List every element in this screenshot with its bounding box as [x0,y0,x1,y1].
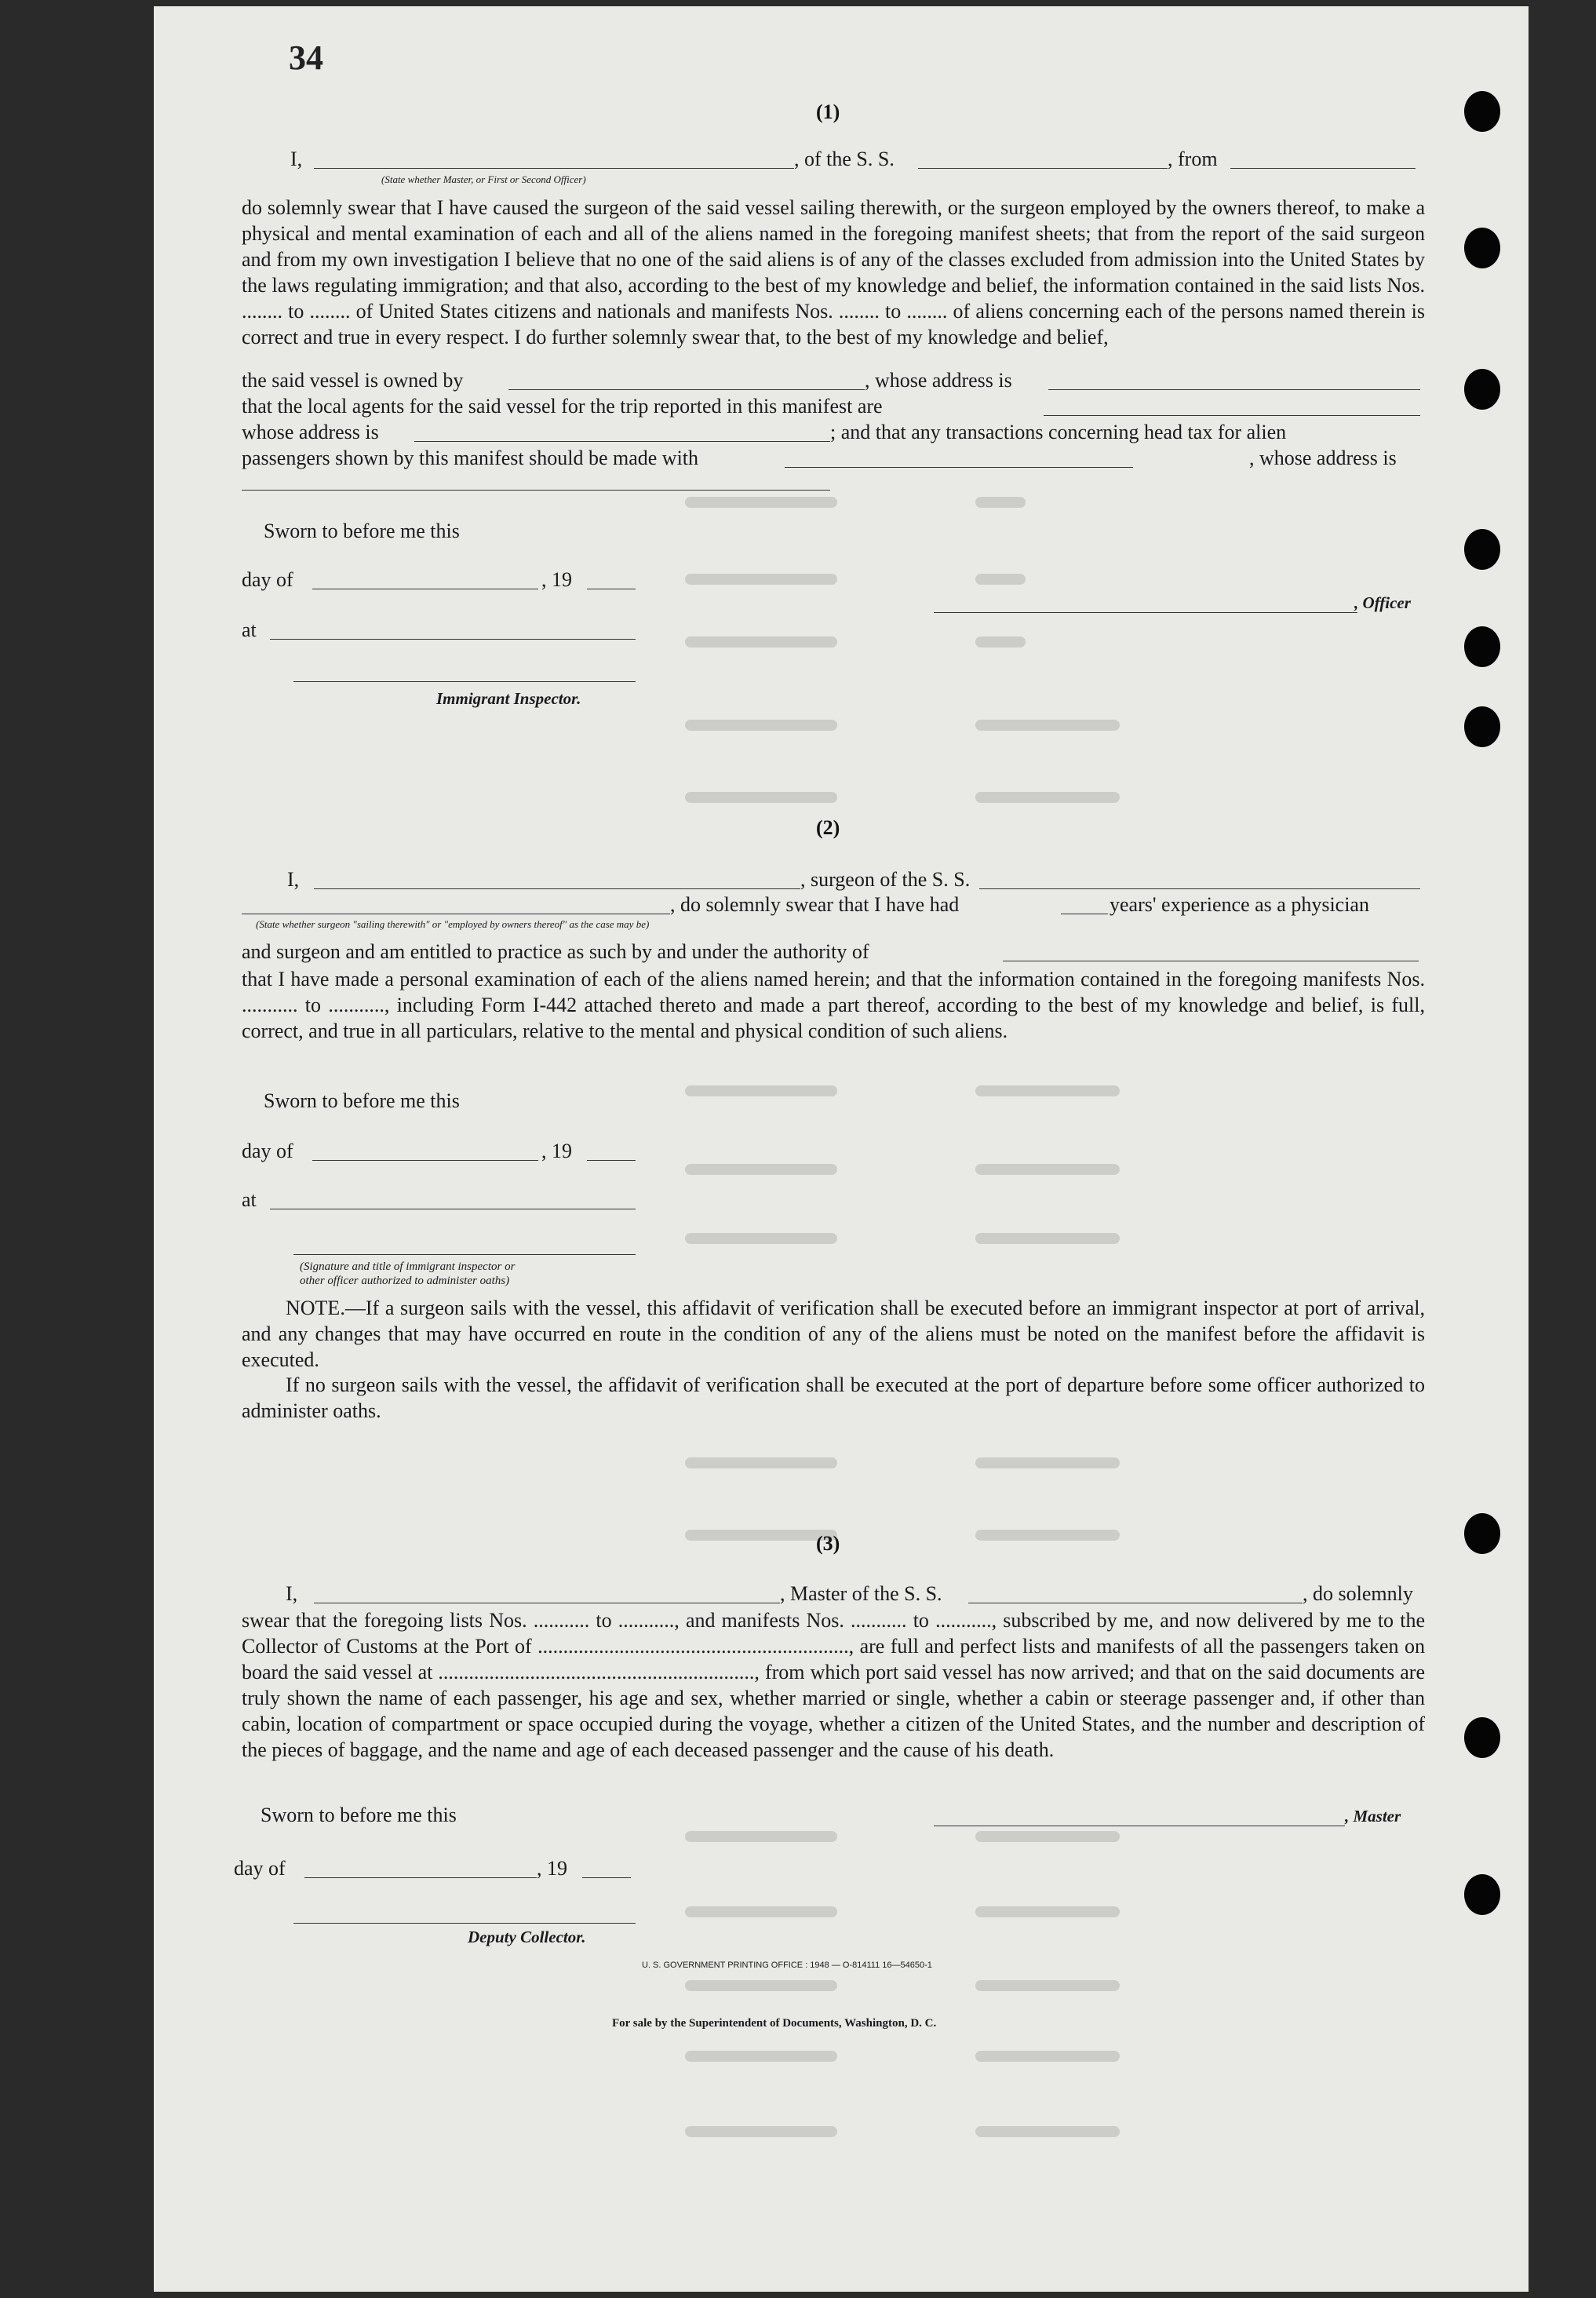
binder-hole [1464,1874,1500,1915]
s3-collector-label: Deputy Collector. [468,1928,586,1946]
s3-year: , 19 [537,1857,567,1880]
s3-oath-body: swear that the foregoing lists Nos. ........... to ..........., and manifests Nos. ........... to ..........., subscribed by me, and now delivered by me to the Collector of Customs at the Port of ............................................................., are full and perfect lists and manifests of all the passengers taken on board the said vessel at .............................................................., from which port said vessel has now arrived; and that on the said documents are truly shown the name of each passenger, his age and sex, whether married or single, whether a cabin or steerage passenger and, if other than cabin, location of compartment or space occupied during the voyage, whether a citizen of the United States, and the number and description of the pieces of baggage, and the name and age of each deceased passenger and the cause of his death. [242,1609,1425,1761]
binder-hole [1464,529,1500,570]
s1-passengers-blank[interactable] [785,467,1133,468]
s1-of-ss: , of the S. S. [794,148,895,170]
s1-prefix: I, [290,148,303,170]
s2-year: , 19 [541,1140,572,1162]
s1-inspector-signature-line[interactable] [293,681,636,682]
s1-address-continuation[interactable] [242,490,830,491]
binder-hole [1464,228,1500,268]
section-2-heading: (2) [816,816,840,839]
s2-authority: and surgeon and am entitled to practice as such by and under the authority of [242,940,869,963]
s1-headtax: ; and that any transactions concerning head tax for alien [830,421,1287,443]
s3-master-of: , Master of the S. S. [780,1582,942,1605]
s2-sig-caption-1: (Signature and title of immigrant inspector or [300,1260,516,1273]
s3-master-label: , Master [1345,1807,1401,1826]
s3-day-blank[interactable] [304,1877,537,1878]
s1-agents-blank[interactable] [1044,415,1420,416]
page-number: 34 [289,38,323,77]
s2-surgeon-of: , surgeon of the S. S. [800,868,971,891]
s3-sworn: Sworn to before me this [261,1804,457,1826]
s1-day-of: day of [242,568,293,591]
s3-do-solemnly: , do solemnly [1303,1582,1413,1605]
s2-vessel-blank[interactable] [979,888,1420,889]
s2-day-blank[interactable] [312,1160,538,1161]
binder-hole [1464,1717,1500,1758]
binder-hole [1464,91,1500,132]
s1-sworn: Sworn to before me this [264,520,460,542]
s1-inspector-label: Immigrant Inspector. [436,689,581,708]
s2-year-blank[interactable] [587,1160,636,1161]
s1-owned-address: , whose address is [865,369,1012,392]
section-1-heading: (1) [816,100,840,123]
s1-whose-address: , whose address is [1249,447,1397,469]
s3-day-of: day of [234,1857,286,1880]
s1-agents: that the local agents for the said vessel for the trip reported in this manifest are [242,395,883,418]
s2-name-blank[interactable] [314,888,800,889]
s2-years-experience: years' experience as a physician [1110,893,1369,916]
s1-agents-address-blank[interactable] [414,441,830,442]
s2-signature-line[interactable] [293,1254,636,1255]
s1-agents-address: whose address is [242,421,379,443]
note-surgeon-sails: NOTE.—If a surgeon sails with the vessel, this affidavit of verification shall be executed before an immigrant inspector at port of arrival, and any changes that may have occurred en route in the condition of any of the aliens must be noted on the manifest before the affidavit is executed. [242,1297,1425,1371]
s3-prefix: I, [286,1582,298,1605]
s1-owner-blank[interactable] [508,389,865,390]
s2-sig-caption-2: other officer authorized to administer oaths) [300,1275,510,1287]
s2-examination-body: that I have made a personal examination of each of the aliens named herein; and that the information contained in the foregoing manifests Nos. ........... to ..........., including Form I-442 attached thereto and made a part thereof, according to the best of my knowledge and belief, is full, correct, and true in all particulars, relative to the mental and physical condition of such aliens. [242,968,1425,1042]
note-no-surgeon: If no surgeon sails with the vessel, the affidavit of verification shall be executed at the port of departure before some officer authorized to administer oaths. [242,1373,1425,1422]
s2-sworn: Sworn to before me this [264,1089,460,1112]
s2-at: at [242,1188,257,1211]
s1-at-blank[interactable] [270,639,636,640]
s2-surgeon-caption: (State whether surgeon "sailing therewith" or "employed by owners thereof" as the case may be) [256,918,650,930]
s1-owner-address-blank[interactable] [1048,389,1420,390]
s1-year: , 19 [541,568,572,591]
s1-name-blank[interactable] [314,168,794,169]
s1-from: , from [1168,148,1218,170]
binder-hole [1464,1513,1500,1554]
s2-swear: , do solemnly swear that I have had [670,893,960,916]
s1-passengers: passengers shown by this manifest should be made with [242,447,699,469]
s1-officer-signature-line[interactable] [934,612,1357,613]
s1-from-blank[interactable] [1230,168,1416,169]
s1-officer-label: , Officer [1354,593,1411,612]
s1-owned-by: the said vessel is owned by [242,369,464,392]
section-3-heading: (3) [816,1532,840,1555]
s1-at: at [242,618,257,641]
s1-master-caption: (State whether Master, or First or Second Officer) [381,173,586,185]
for-sale-notice: For sale by the Superintendent of Documents, Washington, D. C. [612,2017,937,2030]
s2-prefix: I, [287,868,300,891]
binder-hole [1464,626,1500,667]
binder-hole [1464,369,1500,410]
gpo-imprint: U. S. GOVERNMENT PRINTING OFFICE : 1948 — O-814111 16—54650-1 [642,1961,932,1970]
binder-hole [1464,706,1500,747]
s3-collector-signature-line[interactable] [293,1923,636,1924]
s1-oath-body: do solemnly swear that I have caused the surgeon of the said vessel sailing therewith, or the surgeon employed by the owners thereof, to make a physical and mental examination of each and all of the aliens named in the foregoing manifest sheets; that from the report of the said surgeon and from my own investigation I believe that no one of the said aliens is of any of the classes excluded from admission into the United States by the laws regulating immigration; and that also, according to the best of my knowledge and belief, the information contained in the said lists Nos. ........ to ........ of United States citizens and nationals and manifests Nos. ........ to ........ of aliens concerning each of the persons named therein is correct and true in every respect. I do further solemnly swear that, to the best of my knowledge and belief, [242,196,1425,348]
s1-vessel-blank[interactable] [918,168,1168,169]
s2-day-of: day of [242,1140,293,1162]
s3-year-blank[interactable] [582,1877,631,1878]
